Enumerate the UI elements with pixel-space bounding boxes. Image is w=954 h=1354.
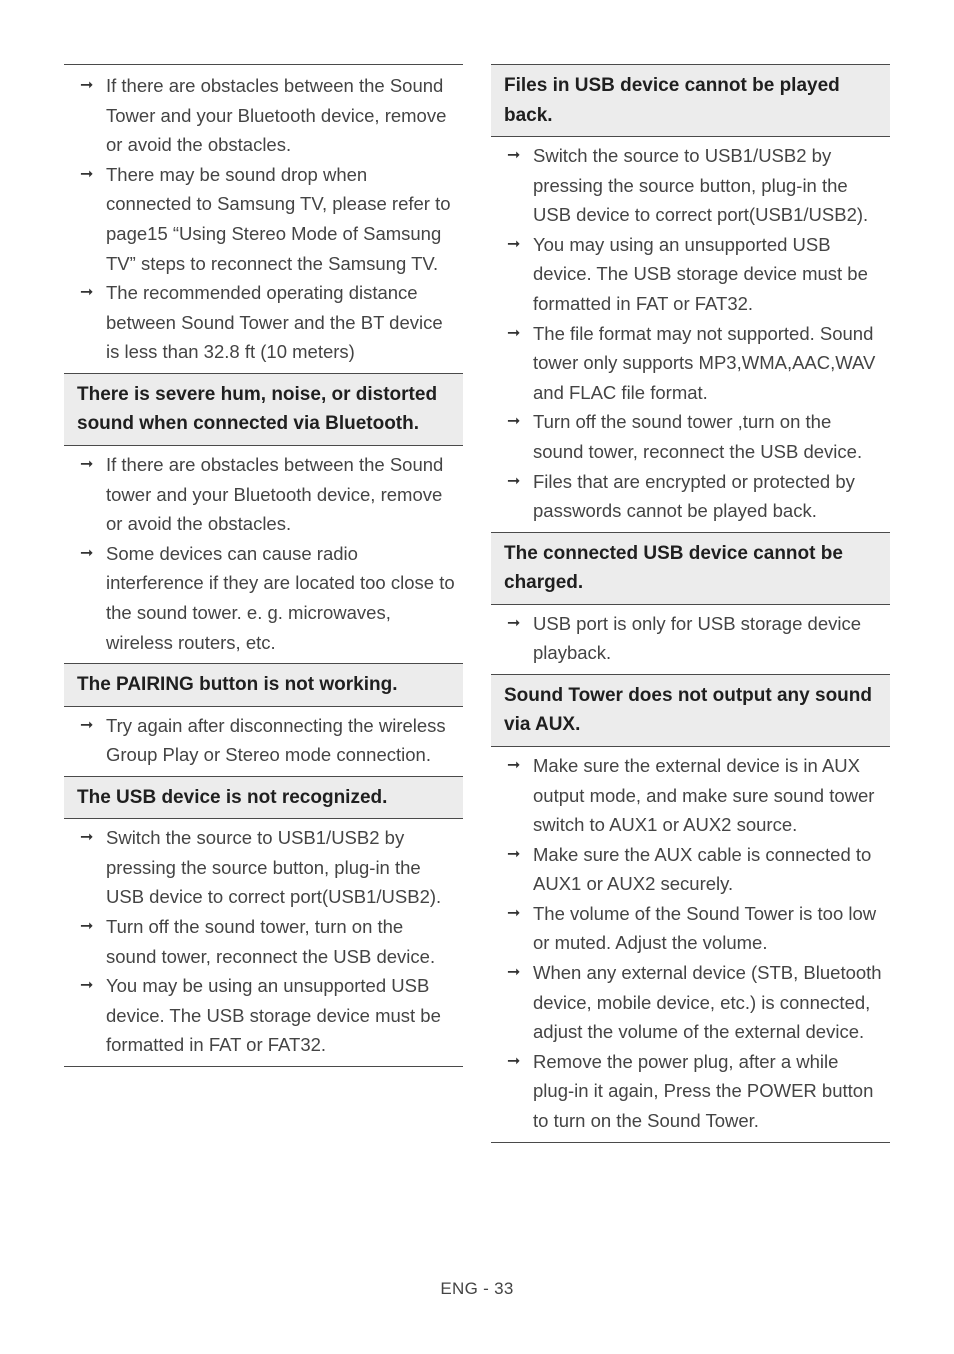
section-item-list bbox=[491, 605, 890, 675]
right-arrow-icon: ➞ bbox=[507, 845, 521, 863]
right-arrow-icon: ➞ bbox=[80, 829, 94, 847]
right-arrow-icon: ➞ bbox=[80, 977, 94, 995]
list-item: ➞ Turn off the sound tower, turn on the sound tower, reconnect the USB device. bbox=[64, 912, 463, 971]
right-arrow-icon: ➞ bbox=[507, 413, 521, 431]
section-item-list bbox=[491, 137, 890, 533]
section-heading: The PAIRING button is not working. bbox=[64, 664, 463, 707]
list-item: ➞ When any external device (STB, Bluetooth device, mobile device, etc.) is connected, adjust the volume of the external device. bbox=[491, 958, 890, 1047]
list-item: ➞ The recommended operating distance between Sound Tower and the BT device is less than 32.8 ft (10 meters) bbox=[64, 278, 463, 367]
right-arrow-icon: ➞ bbox=[80, 77, 94, 94]
list-item: ➞ Files that are encrypted or protected by passwords cannot be played back. bbox=[491, 467, 890, 526]
section-heading: Sound Tower does not output any sound via AUX. bbox=[491, 675, 890, 747]
list-item: ➞ You may using an unsupported USB device. The USB storage device must be formatted in FAT or FAT32. bbox=[491, 230, 890, 319]
right-arrow-icon: ➞ bbox=[507, 472, 521, 490]
intro-item-list bbox=[64, 65, 463, 374]
section-item-list bbox=[64, 446, 463, 664]
section-item-list bbox=[64, 707, 463, 777]
list-item: ➞ Try again after disconnecting the wireless Group Play or Stereo mode connection. bbox=[64, 711, 463, 770]
right-arrow-icon: ➞ bbox=[507, 904, 521, 922]
list-item: ➞ USB port is only for USB storage device playback. bbox=[491, 609, 890, 668]
right-arrow-icon: ➞ bbox=[507, 964, 521, 982]
list-item: ➞ Make sure the external device is in AUX output mode, and make sure sound tower switch to AUX1 or AUX2 source. bbox=[491, 751, 890, 840]
section-heading: There is severe hum, noise, or distorted sound when connected via Bluetooth. bbox=[64, 374, 463, 446]
list-item: ➞ You may be using an unsupported USB device. The USB storage device must be formatted in FAT or FAT32. bbox=[64, 971, 463, 1060]
section-heading: The USB device is not recognized. bbox=[64, 777, 463, 820]
right-arrow-icon: ➞ bbox=[80, 716, 94, 734]
list-item: ➞ Make sure the AUX cable is connected to AUX1 or AUX2 securely. bbox=[491, 840, 890, 899]
list-item: ➞ Turn off the sound tower ,turn on the sound tower, reconnect the USB device. bbox=[491, 407, 890, 466]
section-heading: The connected USB device cannot be charged. bbox=[491, 533, 890, 605]
right-arrow-icon: ➞ bbox=[507, 1052, 521, 1070]
section-item-list bbox=[491, 747, 890, 1143]
list-item: ➞ The file format may not supported. Sound tower only supports MP3,WMA,AAC,WAV and FLAC file format. bbox=[491, 319, 890, 408]
right-arrow-icon: ➞ bbox=[507, 324, 521, 342]
list-item: ➞ The volume of the Sound Tower is too low or muted. Adjust the volume. bbox=[491, 899, 890, 958]
list-item: ➞ If there are obstacles between the Sound Tower and your Bluetooth device, remove or avoid the obstacles. bbox=[64, 71, 463, 160]
right-arrow-icon: ➞ bbox=[507, 235, 521, 253]
right-arrow-icon: ➞ bbox=[507, 614, 521, 632]
section-heading: Files in USB device cannot be played back. bbox=[491, 64, 890, 137]
list-item: ➞ Switch the source to USB1/USB2 by pressing the source button, plug-in the USB device to correct port(USB1/USB2). bbox=[491, 141, 890, 230]
list-item: ➞ If there are obstacles between the Sound tower and your Bluetooth device, remove or avoid the obstacles. bbox=[64, 450, 463, 539]
left-column bbox=[64, 64, 463, 1067]
section-item-list bbox=[64, 819, 463, 1067]
right-arrow-icon: ➞ bbox=[80, 284, 94, 302]
list-item: ➞ Some devices can cause radio interference if they are located too close to the sound tower. e. g. microwaves, wireless routers, etc. bbox=[64, 539, 463, 657]
right-arrow-icon: ➞ bbox=[80, 165, 94, 183]
list-item: ➞ Switch the source to USB1/USB2 by pressing the source button, plug-in the USB device to correct port(USB1/USB2). bbox=[64, 823, 463, 912]
list-item: ➞ Remove the power plug, after a while plug-in it again, Press the POWER button to turn on the Sound Tower. bbox=[491, 1047, 890, 1136]
right-arrow-icon: ➞ bbox=[80, 455, 94, 473]
right-arrow-icon: ➞ bbox=[507, 147, 521, 164]
right-arrow-icon: ➞ bbox=[80, 918, 94, 936]
right-arrow-icon: ➞ bbox=[507, 756, 521, 774]
page-number: ENG - 33 bbox=[440, 1279, 514, 1298]
list-item: ➞ There may be sound drop when connected to Samsung TV, please refer to page15 “Using Stereo Mode of Samsung TV” steps to reconnect the Samsung TV. bbox=[64, 160, 463, 278]
right-column bbox=[491, 64, 890, 1143]
right-arrow-icon: ➞ bbox=[80, 544, 94, 562]
